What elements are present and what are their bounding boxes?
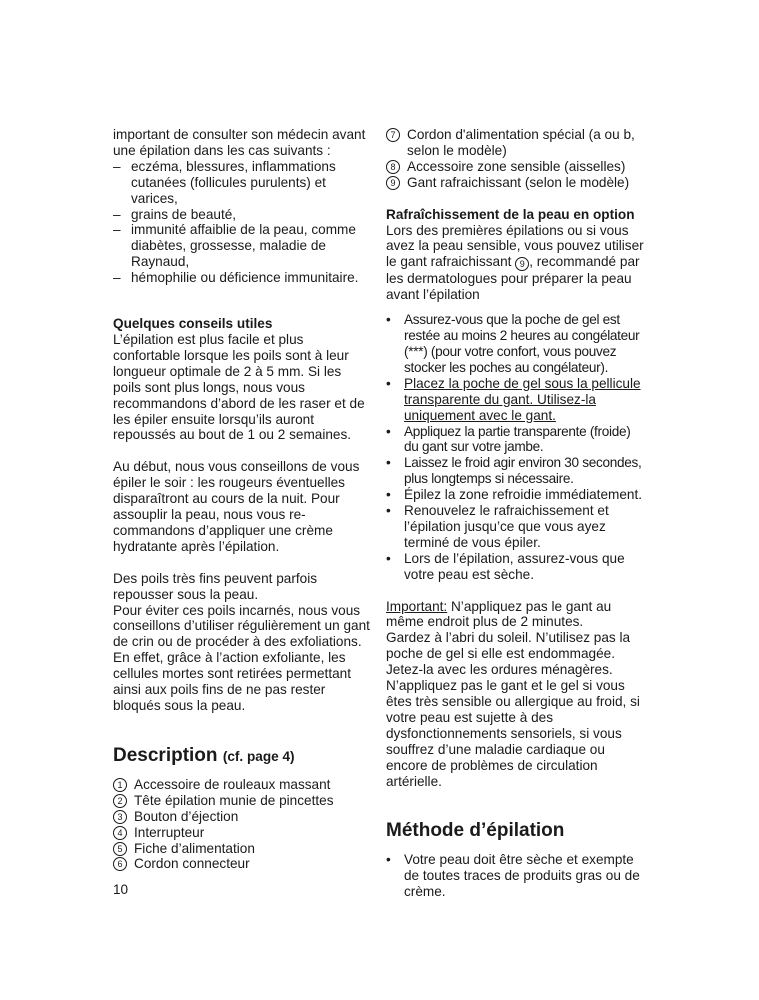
tips-paragraph: Des poils très fins peuvent parfois repousser sous la peau.	[113, 570, 318, 602]
list-item: 9 Gant rafraichissant (selon le modèle)	[386, 175, 648, 191]
list-item: – immunité affaiblie de la peau, comme diabètes, grossesse, maladie de Raynaud,	[113, 222, 356, 270]
circled-number: 2	[113, 794, 127, 808]
bullet-marker: •	[386, 423, 391, 439]
tips-heading: Quelques conseils utiles	[113, 316, 273, 332]
cooling-heading: Rafraîchissement de la peau en option	[386, 206, 635, 222]
tips-paragraph: L’épilation est plus facile et plus confortable lorsque les poils sont à leur longueur optimale de 2 à 5 mm. Si les poils sont plus longs, nous vous recommandons d’abord de les raser et de les épiler ensuite lorsqu’ils auront repoussés au bout de 1 ou 2 semaines.	[113, 331, 365, 443]
list-item: • Lors de l’épilation, assurez-vous que votre peau est sèche.	[386, 550, 625, 582]
list-item: • Votre peau doit être sèche et exempte de toutes traces de produits gras ou de crème.	[386, 852, 640, 900]
list-item: 5 Fiche d’alimentation	[113, 841, 371, 857]
list-item: • Épilez la zone refroidie immédiatement.	[386, 487, 643, 503]
intro-text: important de consulter son médecin avant une épilation dans les cas suivants :	[113, 127, 366, 158]
bullet-marker: •	[386, 487, 391, 503]
bullet-marker: •	[386, 550, 391, 566]
bullet-marker: •	[386, 503, 391, 519]
dash-marker: –	[113, 270, 121, 286]
important-note: Important: N’appliquez pas le gant au même endroit plus de 2 minutes.	[386, 598, 612, 630]
description-page-ref: (cf. page 4)	[222, 748, 295, 764]
bullet-marker: •	[386, 375, 391, 391]
circled-number: 9	[515, 257, 529, 271]
circled-number: 9	[386, 176, 400, 190]
tips-paragraph: Pour éviter ces poils incarnés, nous vous conseillons d’utiliser régulièrement un gant de crin ou de procéder à des exfoliations. En effet, grâce à l’action exfoliante, les cellules mortes sont retirées permettant ainsi aux poils fins de ne pas rester bloqués sous la peau.	[113, 602, 370, 713]
tips-paragraph: Au début, nous vous conseillons de vous épiler le soir : les rougeurs éventuelles disparaîtront au cours de la nuit. Pour assouplir la peau, nous vous re-commandons d’appliquer une crème hydratante après l’épilation.	[113, 459, 360, 554]
page-number: 10	[113, 882, 129, 897]
circled-number: 4	[113, 826, 127, 840]
bullet-marker: •	[386, 455, 391, 471]
list-item: 3 Bouton d’éjection	[113, 809, 371, 825]
list-item: • Assurez-vous que la poche de gel est restée au moins 2 heures au congélateur (***) (pour votre confort, vous pouvez stocker les poches au congélateur).	[386, 312, 640, 375]
description-list	[113, 777, 371, 872]
cooling-intro: Lors des premières épilations ou si vous avez la peau sensible, vous pouvez utiliser le gant rafraichissant 9 , recommandé par les dermatologues pour préparer la peau avant l’épilation	[386, 222, 644, 303]
left-column	[113, 127, 371, 872]
method-heading: Méthode d’épilation	[386, 820, 565, 842]
method-steps-list	[386, 852, 648, 900]
list-item: • Renouvelez le rafraichissement et l’épilation jusqu’ce que vous ayez terminé de vous épiler.	[386, 503, 609, 550]
list-item: – eczéma, blessures, inflammations cutanées (follicules purulents) et varices,	[113, 158, 336, 206]
conditions-list	[113, 159, 371, 286]
cooling-steps-list	[386, 312, 648, 582]
important-label: Important:	[386, 598, 448, 614]
bullet-marker: •	[386, 312, 391, 328]
list-item: 4 Interrupteur	[113, 825, 371, 841]
description-list-continued	[386, 127, 648, 191]
circled-number: 6	[113, 857, 127, 871]
dash-marker: –	[113, 206, 121, 222]
circled-number: 3	[113, 810, 127, 824]
list-item: – hémophilie ou déficience immunitaire.	[113, 270, 359, 286]
bullet-marker: •	[386, 852, 391, 868]
warning-text: Gardez à l’abri du soleil. N’utilisez pas la poche de gel si elle est endommagée. Jetez-la avec les ordures ménagères. N’appliquez pas le gant et le gel si vous êtes très sensible ou allergique au froid, si votre peau est sujette à des dysfonctionnements sensoriels, si vous souffrez d’une maladie cardiaque ou encore de problèmes de circulation artérielle.	[386, 630, 640, 789]
circled-number: 5	[113, 842, 127, 856]
list-item: 6 Cordon connecteur	[113, 856, 371, 872]
list-item: 7 Cordon d'alimentation spécial (a ou b, selon le modèle)	[386, 127, 648, 159]
list-item: 1 Accessoire de rouleaux massant	[113, 777, 371, 793]
dash-marker: –	[113, 158, 121, 174]
list-item: – grains de beauté,	[113, 206, 237, 222]
circled-number: 7	[386, 128, 400, 142]
dash-marker: –	[113, 222, 121, 238]
list-item: 2 Tête épilation munie de pincettes	[113, 793, 371, 809]
list-item: • Appliquez la partie transparente (froide) du gant sur votre jambe.	[386, 423, 631, 455]
circled-number: 1	[113, 778, 127, 792]
circled-number: 8	[386, 160, 400, 174]
list-item: 8 Accessoire zone sensible (aisselles)	[386, 159, 648, 175]
list-item: • Placez la poche de gel sous la pellicule transparente du gant. Utilisez-la uniquement avec le gant.	[386, 375, 641, 423]
description-heading: Description (cf. page 4)	[113, 744, 295, 766]
right-column	[386, 127, 648, 900]
list-item: • Laissez le froid agir environ 30 secondes, plus longtemps si nécessaire.	[386, 455, 642, 487]
